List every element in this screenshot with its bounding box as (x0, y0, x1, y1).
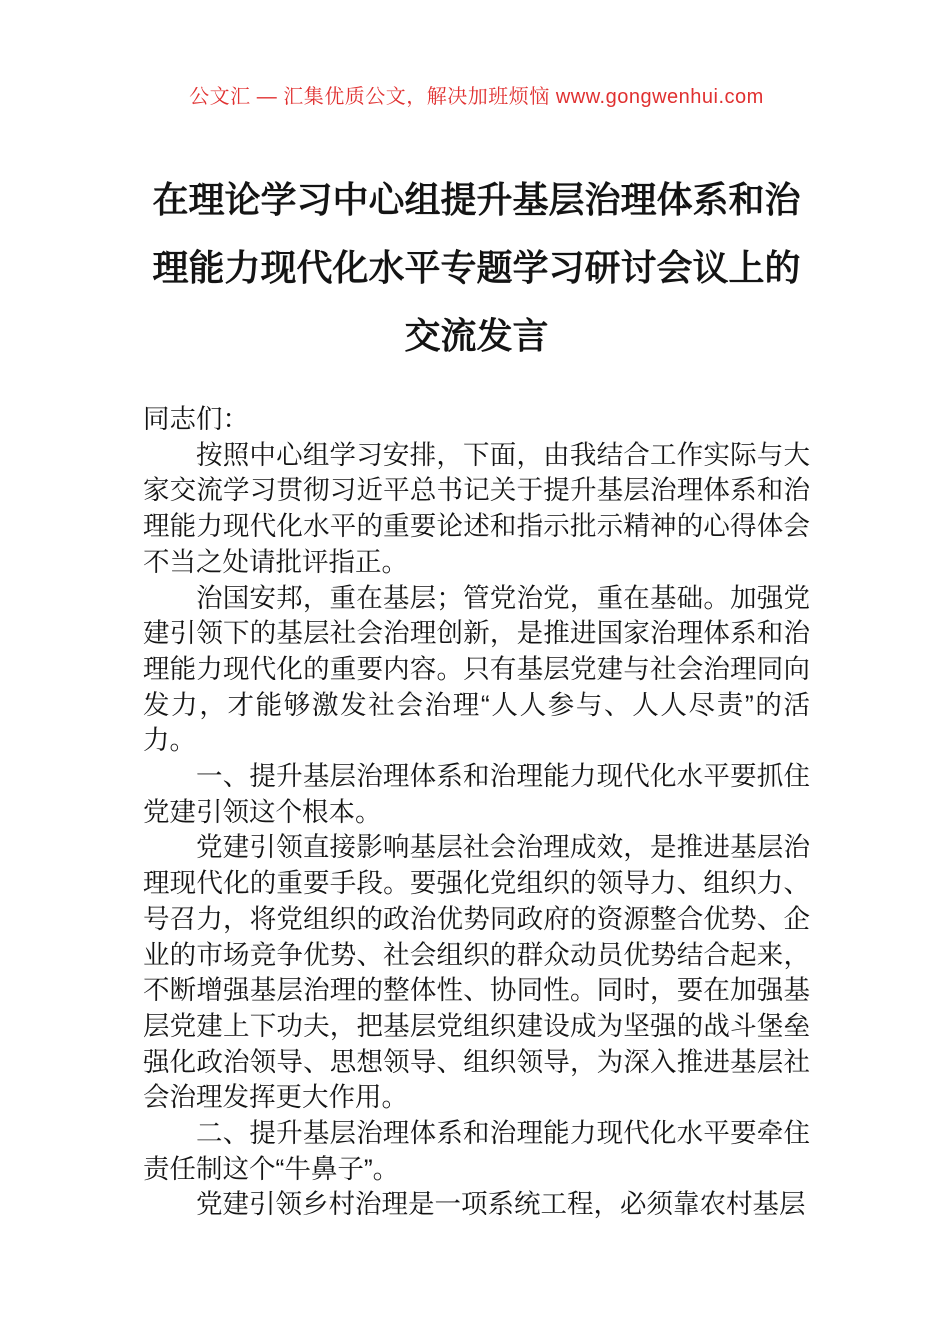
section-heading-1: 一、提升基层治理体系和治理能力现代化水平要抓住党建引领这个根本。 (143, 761, 810, 827)
paragraph-intro: 按照中心组学习安排，下面，由我结合工作实际与大家交流学习贯彻习近平总书记关于提升基层治理体系和治理能力现代化水平的重要论述和指示批示精神的心得体会不当之处请批评指正。 (143, 439, 810, 577)
paragraph-section-2: 党建引领乡村治理是一项系统工程，必须靠农村基层 (196, 1189, 806, 1220)
document-title-line-1: 在理论学习中心组提升基层治理体系和治 (152, 179, 801, 220)
salutation: 同志们： (143, 404, 249, 434)
paragraph-section-1: 党建引领直接影响基层社会治理成效，是推进基层治理现代化的重要手段。要强化党组织的领导力、组织力、号召力，将党组织的政治优势同政府的资源整合优势、企业的市场竞争优势、社会组织的群众动员优势结合起来，不断增强基层治理的整体性、协同性。同时，要在加强基层党建上下功夫，把基层党组织建设成为坚强的战斗堡垒强化政治领导、思想领导、组织领导，为深入推进基层社会治理发挥更大作用。 (143, 832, 810, 1113)
watermark-header: 公文汇 — 汇集优质公文，解决加班烦恼 www.gongwenhui.com (189, 86, 764, 108)
section-heading-2: 二、提升基层治理体系和治理能力现代化水平要牵住责任制这个“牛鼻子”。 (143, 1118, 810, 1184)
document-title-line-3: 交流发言 (404, 315, 549, 356)
document-title (143, 166, 810, 370)
document-body (143, 402, 810, 1223)
document-title-line-2: 理能力现代化水平专题学习研讨会议上的 (152, 247, 801, 288)
paragraph-overview: 治国安邦，重在基层；管党治党，重在基础。加强党建引领下的基层社会治理创新，是推进国家治理体系和治理能力现代化的重要内容。只有基层党建与社会治理同向发力，才能够激发社会治理“人人参与、人人尽责”的活力。 (143, 582, 810, 756)
